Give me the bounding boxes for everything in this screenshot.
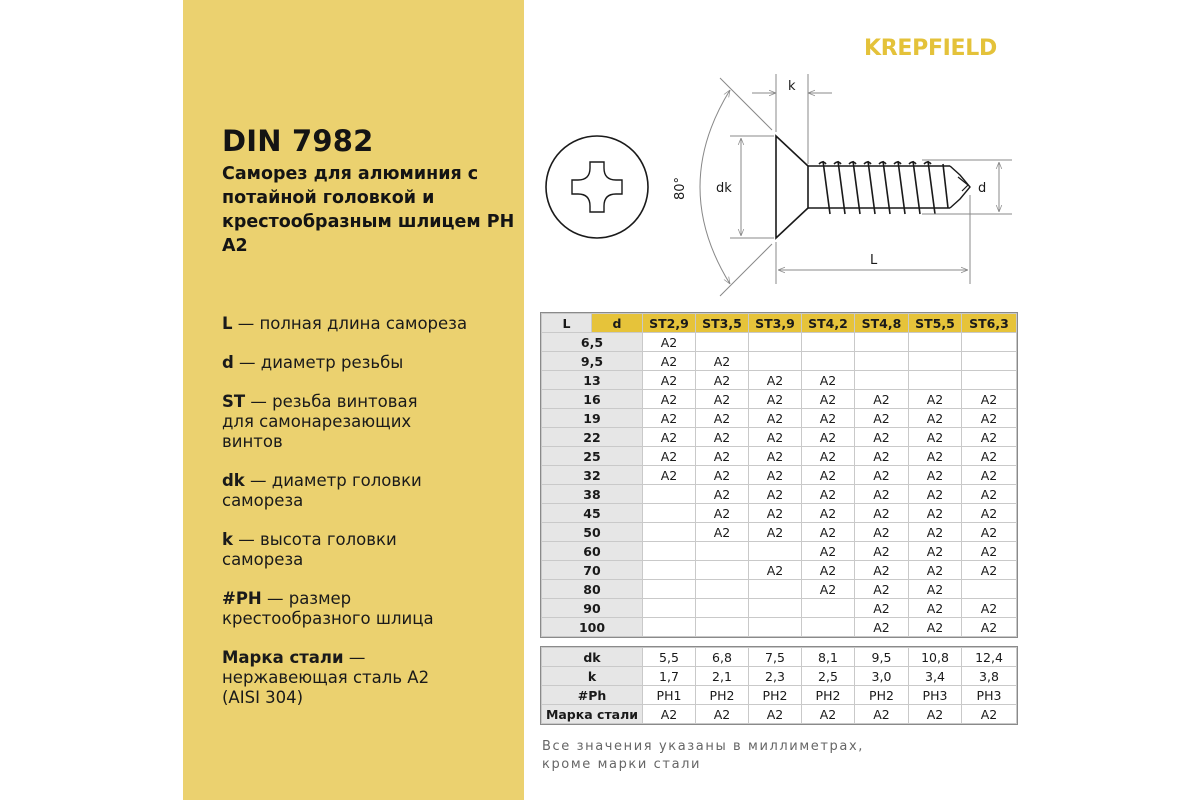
- property-value: 7,5: [749, 648, 802, 667]
- material-cell: A2: [802, 504, 855, 523]
- material-cell: A2: [802, 428, 855, 447]
- material-cell: A2: [696, 485, 749, 504]
- property-value: A2: [643, 705, 696, 724]
- material-cell: [696, 618, 749, 637]
- material-cell: A2: [802, 409, 855, 428]
- property-value: A2: [855, 705, 909, 724]
- property-value: PH3: [962, 686, 1017, 705]
- material-cell: A2: [749, 504, 802, 523]
- property-label: #Ph: [542, 686, 643, 705]
- angle-label: 80°: [673, 176, 688, 200]
- property-value: A2: [802, 705, 855, 724]
- material-cell: [749, 580, 802, 599]
- material-cell: A2: [802, 542, 855, 561]
- material-cell: A2: [855, 485, 909, 504]
- material-cell: A2: [696, 504, 749, 523]
- length-cell: 13: [542, 371, 643, 390]
- screw-side-view: [776, 136, 970, 238]
- material-cell: A2: [696, 428, 749, 447]
- property-value: 5,5: [643, 648, 696, 667]
- property-value: 3,0: [855, 667, 909, 686]
- material-cell: [802, 333, 855, 352]
- material-cell: A2: [909, 485, 962, 504]
- sizes-header-row: [542, 314, 1017, 333]
- table-row: [542, 333, 1017, 352]
- properties-table: [541, 647, 1017, 724]
- property-value: 12,4: [962, 648, 1017, 667]
- material-cell: A2: [696, 523, 749, 542]
- material-cell: A2: [909, 599, 962, 618]
- length-cell: 16: [542, 390, 643, 409]
- material-cell: [962, 352, 1017, 371]
- property-value: 10,8: [909, 648, 962, 667]
- material-cell: A2: [909, 542, 962, 561]
- legend-item-dk: dk — диаметр головки самореза: [222, 471, 422, 510]
- length-cell: 60: [542, 542, 643, 561]
- material-cell: A2: [962, 523, 1017, 542]
- material-cell: [802, 352, 855, 371]
- material-cell: [643, 485, 696, 504]
- material-cell: A2: [855, 580, 909, 599]
- length-cell: 50: [542, 523, 643, 542]
- material-cell: A2: [802, 447, 855, 466]
- material-cell: [643, 618, 696, 637]
- material-cell: A2: [962, 618, 1017, 637]
- material-cell: A2: [855, 599, 909, 618]
- property-label: dk: [542, 648, 643, 667]
- material-cell: [749, 333, 802, 352]
- column-header: ST3,5: [696, 314, 749, 333]
- material-cell: A2: [962, 466, 1017, 485]
- material-cell: A2: [855, 390, 909, 409]
- property-value: A2: [962, 705, 1017, 724]
- legend-item-ph: #PH — размер крестообразного шлица: [222, 589, 434, 628]
- table-row: [542, 466, 1017, 485]
- material-cell: [643, 542, 696, 561]
- material-cell: [962, 580, 1017, 599]
- material-cell: [802, 618, 855, 637]
- material-cell: A2: [749, 466, 802, 485]
- material-cell: A2: [909, 618, 962, 637]
- table-row: [542, 409, 1017, 428]
- material-cell: A2: [909, 428, 962, 447]
- material-cell: A2: [643, 333, 696, 352]
- phillips-slot-icon: [572, 162, 622, 212]
- page-title: DIN 7982: [222, 124, 374, 158]
- column-header: ST2,9: [643, 314, 696, 333]
- length-cell: 45: [542, 504, 643, 523]
- length-cell: 22: [542, 428, 643, 447]
- material-cell: [696, 333, 749, 352]
- legend-item-st: ST — резьба винтовая для самонарезающих винтов: [222, 392, 418, 451]
- property-label: Марка стали: [542, 705, 643, 724]
- head-top-view: [546, 136, 648, 238]
- property-value: PH2: [802, 686, 855, 705]
- material-cell: A2: [802, 390, 855, 409]
- property-value: PH3: [909, 686, 962, 705]
- material-cell: [962, 371, 1017, 390]
- material-cell: [962, 333, 1017, 352]
- length-cell: 9,5: [542, 352, 643, 371]
- material-cell: A2: [749, 523, 802, 542]
- material-cell: A2: [643, 390, 696, 409]
- material-cell: A2: [749, 409, 802, 428]
- column-header: ST6,3: [962, 314, 1017, 333]
- material-cell: A2: [696, 409, 749, 428]
- material-cell: A2: [696, 390, 749, 409]
- table-row: [542, 580, 1017, 599]
- material-cell: [802, 599, 855, 618]
- material-cell: A2: [643, 409, 696, 428]
- material-cell: A2: [749, 447, 802, 466]
- column-header: ST5,5: [909, 314, 962, 333]
- table-row: [542, 667, 1017, 686]
- material-cell: A2: [696, 371, 749, 390]
- property-value: PH1: [643, 686, 696, 705]
- material-cell: [643, 523, 696, 542]
- column-header: ST4,8: [855, 314, 909, 333]
- product-subtitle: Саморез для алюминия с потайной головкой и крестообразным шлицем PH A2: [222, 164, 515, 256]
- l-dimension-label: L: [870, 253, 878, 268]
- material-cell: A2: [909, 523, 962, 542]
- material-cell: [909, 333, 962, 352]
- screw-drawing: [530, 60, 1030, 310]
- property-value: A2: [749, 705, 802, 724]
- property-value: PH2: [696, 686, 749, 705]
- length-cell: 32: [542, 466, 643, 485]
- material-cell: A2: [802, 561, 855, 580]
- units-note: Все значения указаны в миллиметрах, кроме марки стали: [542, 739, 864, 772]
- table-row: [542, 352, 1017, 371]
- property-value: PH2: [855, 686, 909, 705]
- material-cell: A2: [855, 542, 909, 561]
- property-label: k: [542, 667, 643, 686]
- table-row: [542, 561, 1017, 580]
- table-row: [542, 648, 1017, 667]
- material-cell: A2: [643, 466, 696, 485]
- material-cell: A2: [749, 561, 802, 580]
- length-cell: 70: [542, 561, 643, 580]
- material-cell: [749, 618, 802, 637]
- k-dimension-label: k: [788, 79, 796, 94]
- table-row: [542, 686, 1017, 705]
- legend-item-steel: Марка стали — нержавеющая сталь A2 (AISI 304): [222, 648, 430, 707]
- material-cell: A2: [749, 390, 802, 409]
- material-cell: A2: [855, 447, 909, 466]
- d-dimension-label: d: [978, 181, 987, 196]
- material-cell: A2: [855, 428, 909, 447]
- material-cell: A2: [909, 390, 962, 409]
- legend-item-l: L — полная длина самореза: [222, 314, 468, 333]
- property-value: 1,7: [643, 667, 696, 686]
- material-cell: A2: [855, 504, 909, 523]
- material-cell: A2: [643, 428, 696, 447]
- length-cell: 90: [542, 599, 643, 618]
- length-cell: 6,5: [542, 333, 643, 352]
- legend-item-d: d — диаметр резьбы: [222, 353, 404, 372]
- material-cell: [643, 561, 696, 580]
- material-cell: [643, 599, 696, 618]
- property-value: PH2: [749, 686, 802, 705]
- material-cell: A2: [962, 390, 1017, 409]
- material-cell: A2: [909, 580, 962, 599]
- dk-dimension-label: dk: [716, 181, 732, 196]
- material-cell: [855, 352, 909, 371]
- table-row: [542, 371, 1017, 390]
- material-cell: [749, 599, 802, 618]
- material-cell: [909, 371, 962, 390]
- material-cell: A2: [909, 466, 962, 485]
- material-cell: A2: [696, 352, 749, 371]
- material-cell: A2: [696, 466, 749, 485]
- length-cell: 25: [542, 447, 643, 466]
- material-cell: A2: [643, 447, 696, 466]
- material-cell: A2: [962, 409, 1017, 428]
- length-cell: 38: [542, 485, 643, 504]
- legend-item-k: k — высота головки самореза: [222, 530, 397, 569]
- material-cell: A2: [909, 561, 962, 580]
- material-cell: A2: [749, 485, 802, 504]
- material-cell: [909, 352, 962, 371]
- table-row: [542, 447, 1017, 466]
- material-cell: [643, 580, 696, 599]
- material-cell: [749, 542, 802, 561]
- table-row: [542, 504, 1017, 523]
- column-header: ST4,2: [802, 314, 855, 333]
- table-row: [542, 523, 1017, 542]
- material-cell: A2: [962, 504, 1017, 523]
- material-cell: A2: [855, 561, 909, 580]
- material-cell: A2: [962, 485, 1017, 504]
- length-cell: 100: [542, 618, 643, 637]
- material-cell: A2: [643, 371, 696, 390]
- legend: [222, 314, 512, 727]
- material-cell: A2: [749, 371, 802, 390]
- material-cell: A2: [802, 466, 855, 485]
- material-cell: A2: [802, 523, 855, 542]
- property-value: 6,8: [696, 648, 749, 667]
- table-row: [542, 705, 1017, 724]
- material-cell: A2: [909, 409, 962, 428]
- material-cell: [855, 371, 909, 390]
- column-header-l: L: [542, 314, 592, 333]
- material-cell: A2: [962, 428, 1017, 447]
- material-cell: [696, 580, 749, 599]
- sizes-table: [541, 313, 1017, 637]
- material-cell: A2: [855, 409, 909, 428]
- material-cell: A2: [962, 561, 1017, 580]
- material-cell: [696, 599, 749, 618]
- material-cell: A2: [643, 352, 696, 371]
- property-value: 2,1: [696, 667, 749, 686]
- material-cell: [696, 542, 749, 561]
- table-row: [542, 485, 1017, 504]
- material-cell: A2: [802, 580, 855, 599]
- material-cell: A2: [855, 523, 909, 542]
- column-header: ST3,9: [749, 314, 802, 333]
- property-value: 2,3: [749, 667, 802, 686]
- material-cell: A2: [855, 618, 909, 637]
- property-value: A2: [909, 705, 962, 724]
- table-row: [542, 542, 1017, 561]
- brand-logo: KREPFIELD: [864, 36, 997, 61]
- material-cell: A2: [962, 599, 1017, 618]
- property-value: A2: [696, 705, 749, 724]
- table-row: [542, 390, 1017, 409]
- length-cell: 80: [542, 580, 643, 599]
- material-cell: A2: [696, 447, 749, 466]
- length-cell: 19: [542, 409, 643, 428]
- column-header-d: d: [592, 314, 643, 333]
- material-cell: A2: [855, 466, 909, 485]
- table-row: [542, 428, 1017, 447]
- table-row: [542, 618, 1017, 637]
- material-cell: [643, 504, 696, 523]
- property-value: 8,1: [802, 648, 855, 667]
- material-cell: A2: [909, 447, 962, 466]
- material-cell: A2: [909, 504, 962, 523]
- material-cell: [749, 352, 802, 371]
- property-value: 3,8: [962, 667, 1017, 686]
- material-cell: [855, 333, 909, 352]
- material-cell: A2: [802, 371, 855, 390]
- property-value: 2,5: [802, 667, 855, 686]
- material-cell: A2: [749, 428, 802, 447]
- property-value: 3,4: [909, 667, 962, 686]
- table-row: [542, 599, 1017, 618]
- material-cell: A2: [962, 542, 1017, 561]
- material-cell: A2: [962, 447, 1017, 466]
- material-cell: A2: [802, 485, 855, 504]
- material-cell: [696, 561, 749, 580]
- property-value: 9,5: [855, 648, 909, 667]
